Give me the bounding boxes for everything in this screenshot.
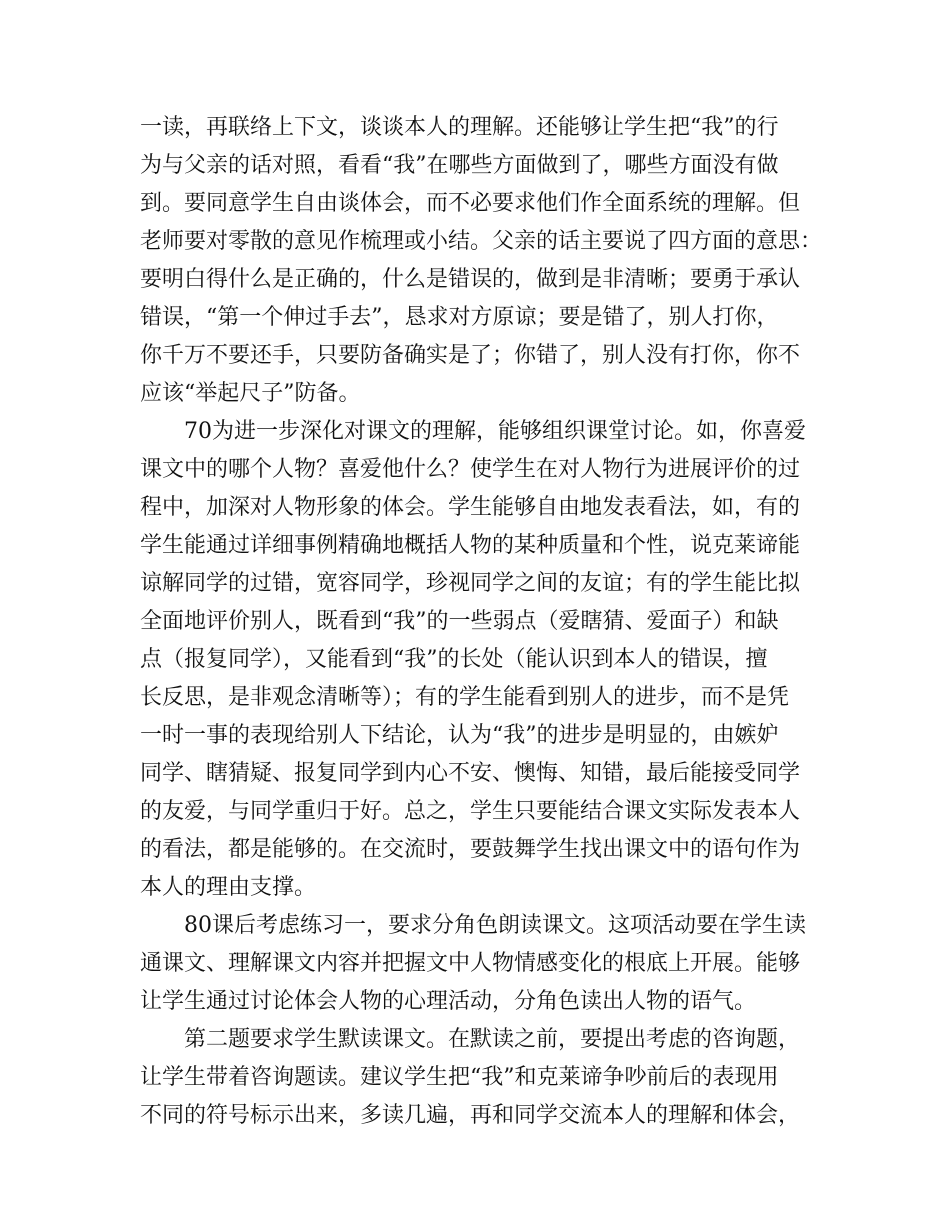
text-line: 学生能通过详细事例精确地概括人物的某种质量和个性，说克莱谛能 xyxy=(140,533,801,558)
paragraph-start-line: 70为进一步深化对课文的理解，能够组织课堂讨论。如，你喜爱 xyxy=(184,419,806,444)
text-line: 为与父亲的话对照，看看“我”在哪些方面做到了，哪些方面没有做 xyxy=(140,153,779,178)
text-line: 到。要同意学生自由谈体会，而不必要求他们作全面系统的理解。但 xyxy=(140,191,801,216)
paragraph-start-line: 第二题要求学生默读课文。在默读之前，要提出考虑的咨询题， xyxy=(184,1027,801,1052)
text-line: 同学、瞎猜疑、报复同学到内心不安、懊悔、知错，最后能接受同学 xyxy=(140,761,801,786)
text-line: 你千万不要还手，只要防备确实是了；你错了，别人没有打你，你不 xyxy=(140,343,801,368)
text-line: 老师要对零散的意见作梳理或小结。父亲的话主要说了四方面的意思： xyxy=(140,229,823,254)
text-line: 程中，加深对人物形象的体会。学生能够自由地发表看法，如，有的 xyxy=(140,495,801,520)
text-line: 一时一事的表现给别人下结论，认为“我”的进步是明显的，由嫉妒 xyxy=(140,723,779,748)
text-line: 要明白得什么是正确的，什么是错误的，做到是非清晰；要勇于承认 xyxy=(140,267,801,292)
text-line: 错误，“第一个伸过手去”，恳求对方原谅；要是错了，别人打你， xyxy=(140,305,779,330)
text-line: 的看法，都是能够的。在交流时，要鼓舞学生找出课文中的语句作为 xyxy=(140,837,801,862)
text-line: 全面地评价别人，既看到“我”的一些弱点（爱瞎猜、爱面子）和缺 xyxy=(140,609,779,634)
text-line: 一读，再联络上下文，谈谈本人的理解。还能够让学生把“我”的行 xyxy=(140,115,779,140)
text-line: 长反思，是非观念清晰等）；有的学生能看到别人的进步，而不是凭 xyxy=(140,685,790,710)
text-line: 让学生带着咨询题读。建议学生把“我”和克莱谛争吵前后的表现用 xyxy=(140,1065,779,1090)
text-line: 不同的符号标示出来，多读几遍，再和同学交流本人的理解和体会， xyxy=(140,1103,801,1128)
text-line: 的友爱，与同学重归于好。总之，学生只要能结合课文实际发表本人 xyxy=(140,799,801,824)
text-line: 课文中的哪个人物？喜爱他什么？使学生在对人物行为进展评价的过 xyxy=(140,457,801,482)
text-line: 应该“举起尺子”防备。 xyxy=(140,381,361,406)
document-body xyxy=(140,109,823,1135)
text-line: 点（报复同学），又能看到“我”的长处（能认识到本人的错误，擅 xyxy=(140,647,768,672)
text-line: 谅解同学的过错，宽容同学，珍视同学之间的友谊；有的学生能比拟 xyxy=(140,571,801,596)
text-line: 本人的理由支撑。 xyxy=(140,875,317,900)
text-line: 通课文、理解课文内容并把握文中人物情感变化的根底上开展。能够 xyxy=(140,951,801,976)
text-line: 让学生通过讨论体会人物的心理活动，分角色读出人物的语气。 xyxy=(140,989,757,1014)
paragraph-start-line: 80课后考虑练习一，要求分角色朗读课文。这项活动要在学生读 xyxy=(184,913,806,938)
